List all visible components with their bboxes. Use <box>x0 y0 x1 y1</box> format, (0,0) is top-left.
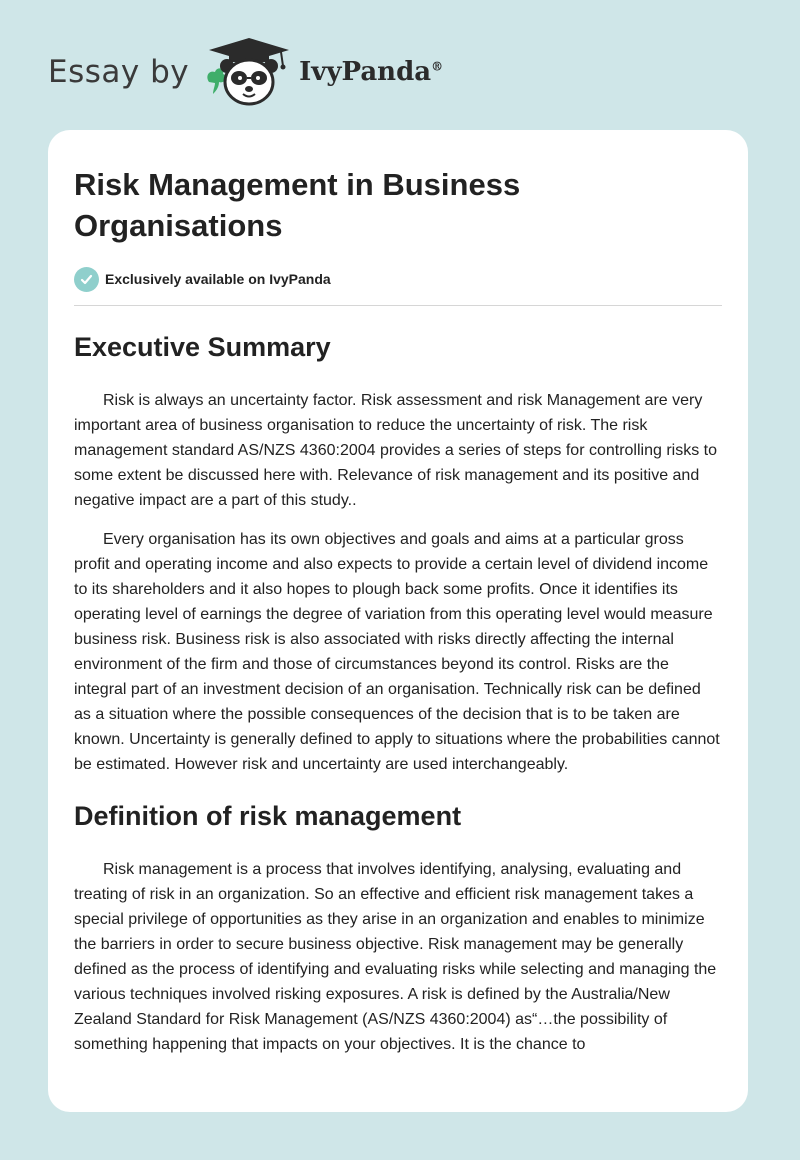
paragraph: Risk is always an uncertainty factor. Risk assessment and risk Management are very important area of business organisation to reduce the uncertainty of risk. The risk management standard AS/NZS 4360:2004 provides a series of steps for controlling risks to some extent be discussed here with. Relevance of risk management and its positive and negative impact are a part of this study.. <box>74 392 718 509</box>
title-divider <box>74 305 722 306</box>
exclusive-text: Exclusively available on IvyPanda <box>105 271 331 287</box>
brand-header <box>48 36 443 108</box>
exclusive-badge <box>74 266 722 292</box>
section-heading: Executive Summary <box>74 332 331 362</box>
brand-name: IvyPanda® <box>299 57 444 87</box>
paragraph: Risk management is a process that involves identifying, analysing, evaluating and treating of risk in an organization. So an effective and efficient risk management takes a special privilege of opportunities as they arise in an organization and enables to minimize the barriers in order to secure business objective. Risk management may be generally defined as the process of identifying and evaluating risks while selecting and managing the various techniques involved risking exposures. A risk is defined by the Australia/New Zealand Standard for Risk Management (AS/NZS 4360:2004) as“…the possibility of something happening that impacts on your objectives. It is the chance to <box>74 861 717 1053</box>
paragraph: Every organisation has its own objectives and goals and aims at a particular gross profit and operating income and also expects to provide a certain level of dividend income to its shareholders and it also hopes to plough back some profits. Once it identifies its operating level of earnings the degree of variation from this operating level would measure business risk. Business risk is also associated with risks directly affecting the internal environment of the firm and those of circumstances beyond its control. Risks are the integral part of an investment decision of an organisation. Technically risk can be defined as a situation where the possible consequences of the decision that is to be taken are known. Uncertainty is generally defined to apply to situations where the probabilities cannot be estimated. However risk and uncertainty are used interchangeably. <box>74 531 720 773</box>
brand-prefix: Essay by <box>48 54 190 90</box>
essay-title: Risk Management in Business Organisations <box>74 167 521 243</box>
section-body <box>74 857 722 1057</box>
panda-logo-icon <box>203 36 295 108</box>
check-icon <box>74 267 99 292</box>
section-body <box>74 388 722 777</box>
section-heading: Definition of risk management <box>74 801 462 831</box>
essay-card <box>48 130 748 1112</box>
